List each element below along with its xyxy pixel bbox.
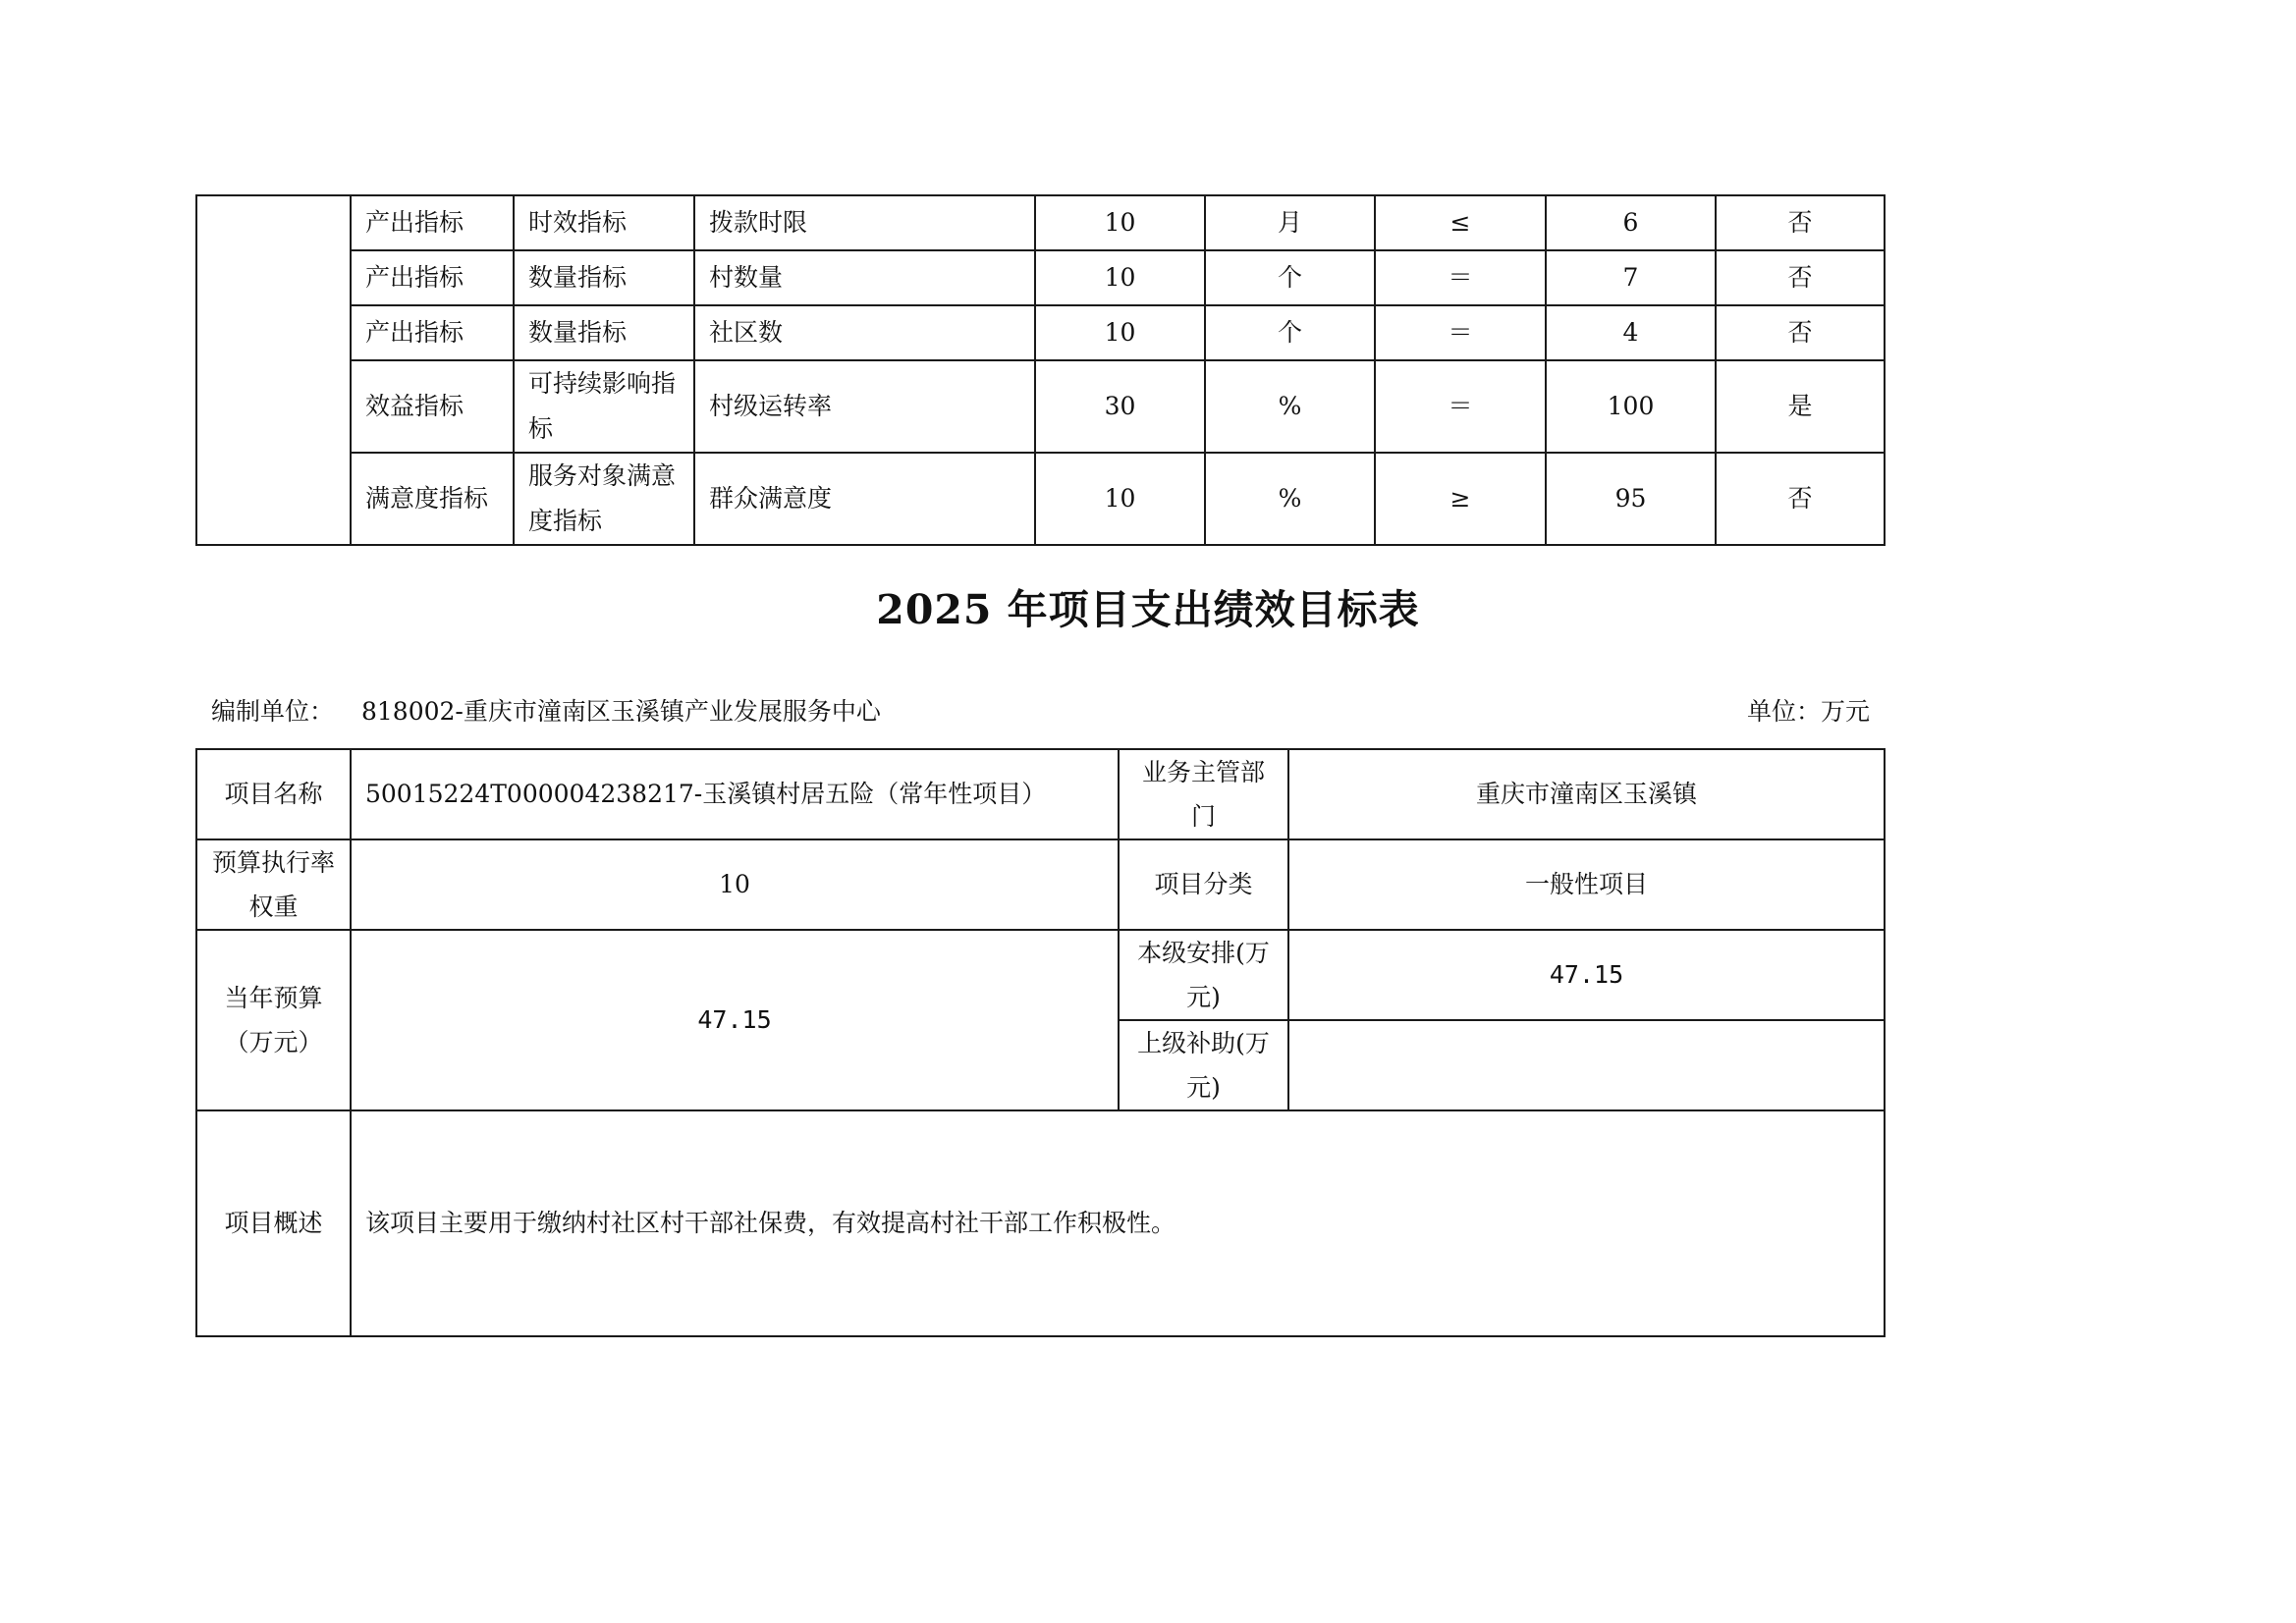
level2-indicator: 可持续影响指标 xyxy=(514,360,694,453)
project-table xyxy=(195,748,1886,1337)
indicator-unit: 个 xyxy=(1205,250,1375,305)
level3-indicator: 拨款时限 xyxy=(694,195,1035,250)
table-row xyxy=(196,195,1885,250)
dept-label: 业务主管部门 xyxy=(1119,749,1288,839)
org-value: 818002-重庆市潼南区玉溪镇产业发展服务中心 xyxy=(361,697,881,726)
budget-label: 当年预算（万元） xyxy=(196,930,351,1110)
indicator-target: 7 xyxy=(1546,250,1716,305)
table-row xyxy=(196,749,1885,839)
level1-indicator: 满意度指标 xyxy=(351,453,514,545)
budget-value: 47.15 xyxy=(351,930,1119,1110)
local-arrangement-value: 47.15 xyxy=(1288,930,1885,1020)
indicator-operator: ≤ xyxy=(1375,195,1546,250)
table-row xyxy=(196,305,1885,360)
blank-merged-cell xyxy=(196,195,351,545)
indicator-core: 是 xyxy=(1716,360,1885,453)
org-label: 编制单位： xyxy=(211,697,335,726)
category-label: 项目分类 xyxy=(1119,839,1288,930)
level3-indicator: 社区数 xyxy=(694,305,1035,360)
indicator-core: 否 xyxy=(1716,195,1885,250)
indicator-target: 100 xyxy=(1546,360,1716,453)
page-title: 2025 年项目支出绩效目标表 xyxy=(876,586,1420,633)
table-row xyxy=(196,1110,1885,1336)
level1-indicator: 产出指标 xyxy=(351,195,514,250)
category-value: 一般性项目 xyxy=(1288,839,1885,930)
exec-weight-label: 预算执行率权重 xyxy=(196,839,351,930)
table-row xyxy=(196,839,1885,930)
overview-label: 项目概述 xyxy=(196,1110,351,1336)
local-arrangement-label: 本级安排(万元) xyxy=(1119,930,1288,1020)
indicator-weight: 30 xyxy=(1035,360,1205,453)
overview-value: 该项目主要用于缴纳村社区村干部社保费，有效提高村社干部工作积极性。 xyxy=(351,1110,1885,1336)
indicator-unit: % xyxy=(1205,453,1375,545)
indicator-operator: ≥ xyxy=(1375,453,1546,545)
indicator-core: 否 xyxy=(1716,250,1885,305)
upper-subsidy-label: 上级补助(万元) xyxy=(1119,1020,1288,1110)
indicator-unit: 个 xyxy=(1205,305,1375,360)
indicator-target: 4 xyxy=(1546,305,1716,360)
level3-indicator: 村数量 xyxy=(694,250,1035,305)
table-row xyxy=(196,250,1885,305)
indicator-operator: ＝ xyxy=(1375,305,1546,360)
dept-value: 重庆市潼南区玉溪镇 xyxy=(1288,749,1885,839)
indicator-weight: 10 xyxy=(1035,195,1205,250)
level2-indicator: 时效指标 xyxy=(514,195,694,250)
table-row xyxy=(196,930,1885,1020)
unit-label: 单位：万元 xyxy=(1746,697,1870,726)
level3-indicator: 村级运转率 xyxy=(694,360,1035,453)
level2-indicator: 服务对象满意度指标 xyxy=(514,453,694,545)
level2-indicator: 数量指标 xyxy=(514,250,694,305)
level2-indicator: 数量指标 xyxy=(514,305,694,360)
project-name-label: 项目名称 xyxy=(196,749,351,839)
indicator-unit: % xyxy=(1205,360,1375,453)
indicator-target: 6 xyxy=(1546,195,1716,250)
level3-indicator: 群众满意度 xyxy=(694,453,1035,545)
level1-indicator: 效益指标 xyxy=(351,360,514,453)
level1-indicator: 产出指标 xyxy=(351,305,514,360)
indicator-core: 否 xyxy=(1716,305,1885,360)
level1-indicator: 产出指标 xyxy=(351,250,514,305)
indicator-operator: ＝ xyxy=(1375,250,1546,305)
indicator-core: 否 xyxy=(1716,453,1885,545)
indicator-table xyxy=(195,194,1886,546)
exec-weight-value: 10 xyxy=(351,839,1119,930)
indicator-operator: ＝ xyxy=(1375,360,1546,453)
project-name-value: 50015224T000004238217-玉溪镇村居五险（常年性项目） xyxy=(351,749,1119,839)
indicator-weight: 10 xyxy=(1035,305,1205,360)
indicator-weight: 10 xyxy=(1035,453,1205,545)
upper-subsidy-value xyxy=(1288,1020,1885,1110)
indicator-target: 95 xyxy=(1546,453,1716,545)
indicator-weight: 10 xyxy=(1035,250,1205,305)
indicator-unit: 月 xyxy=(1205,195,1375,250)
table-row xyxy=(196,360,1885,453)
table-row xyxy=(196,453,1885,545)
